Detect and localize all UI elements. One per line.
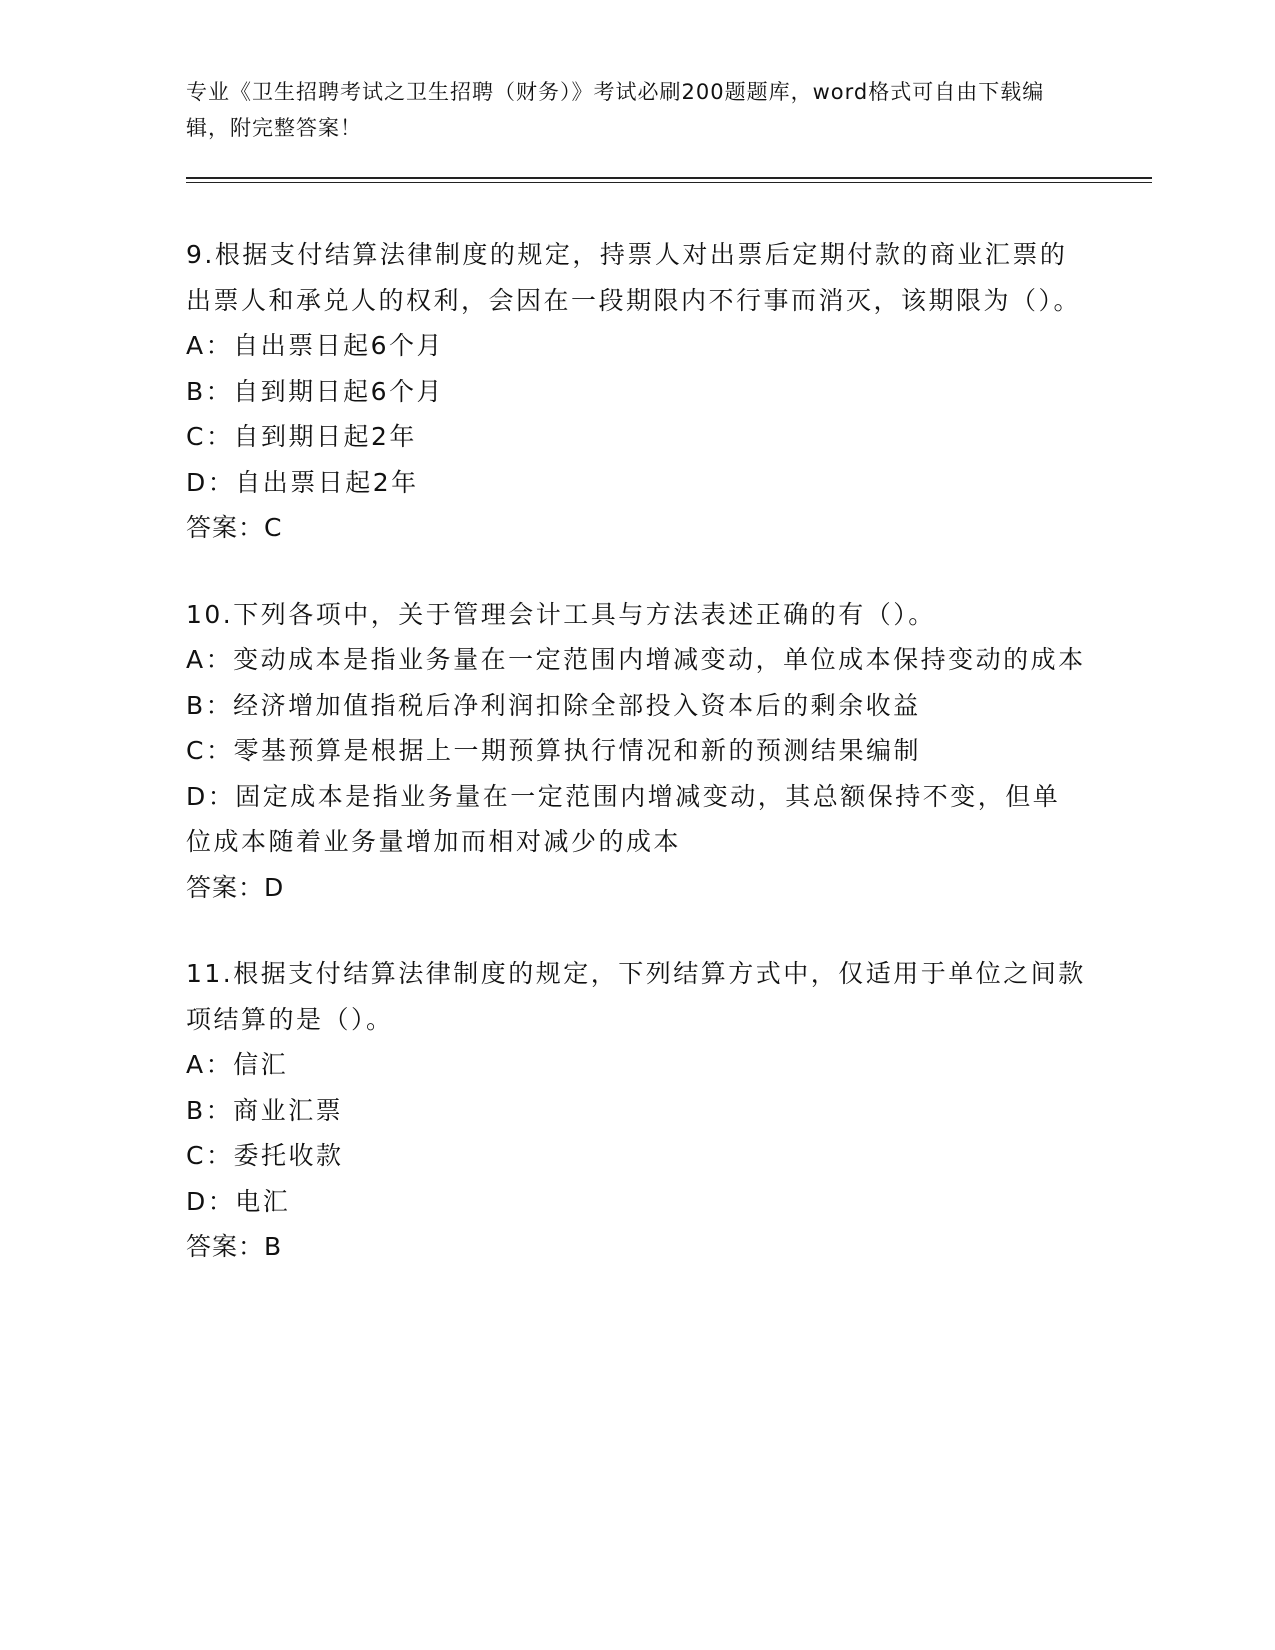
question-9 — [186, 232, 1086, 551]
question-list — [186, 232, 1086, 1311]
header-rule-thick — [186, 177, 1152, 179]
answer: 答案：C — [186, 513, 283, 542]
option-d: D：固定成本是指业务量在一定范围内增减变动，其总额保持不变，但单位成本随着业务量增加而相对减少的成本 — [186, 781, 1061, 856]
question-10 — [186, 592, 1086, 911]
option-d: D：电汇 — [186, 1186, 291, 1216]
answer: 答案：B — [186, 1232, 283, 1261]
option-d: D：自出票日起2年 — [186, 467, 419, 497]
option-b: B：商业汇票 — [186, 1095, 344, 1125]
header-rule-thin — [186, 182, 1152, 183]
question-stem: 10.下列各项中，关于管理会计工具与方法表述正确的有（）。 — [186, 599, 936, 629]
option-c: C：委托收款 — [186, 1141, 344, 1170]
option-c: C：零基预算是根据上一期预算执行情况和新的预测结果编制 — [186, 736, 921, 765]
question-stem: 9.根据支付结算法律制度的规定，持票人对出票后定期付款的商业汇票的出票人和承兑人的权利，会因在一段期限内不行事而消灭，该期限为（）。 — [186, 240, 1082, 315]
option-a: A：自出票日起6个月 — [186, 331, 445, 360]
question-stem: 11.根据支付结算法律制度的规定，下列结算方式中，仅适用于单位之间款项结算的是（）。 — [186, 959, 1086, 1034]
answer: 答案：D — [186, 872, 285, 902]
option-a: A：变动成本是指业务量在一定范围内增减变动，单位成本保持变动的成本 — [186, 645, 1086, 674]
option-c: C：自到期日起2年 — [186, 422, 417, 451]
question-11 — [186, 951, 1086, 1270]
document-header: 专业《卫生招聘考试之卫生招聘（财务）》考试必刷200题题库，word格式可自由下载编辑，附完整答案！ — [186, 80, 1045, 140]
option-a: A：信汇 — [186, 1050, 289, 1079]
option-b: B：自到期日起6个月 — [186, 376, 445, 406]
option-b: B：经济增加值指税后净利润扣除全部投入资本后的剩余收益 — [186, 690, 921, 720]
